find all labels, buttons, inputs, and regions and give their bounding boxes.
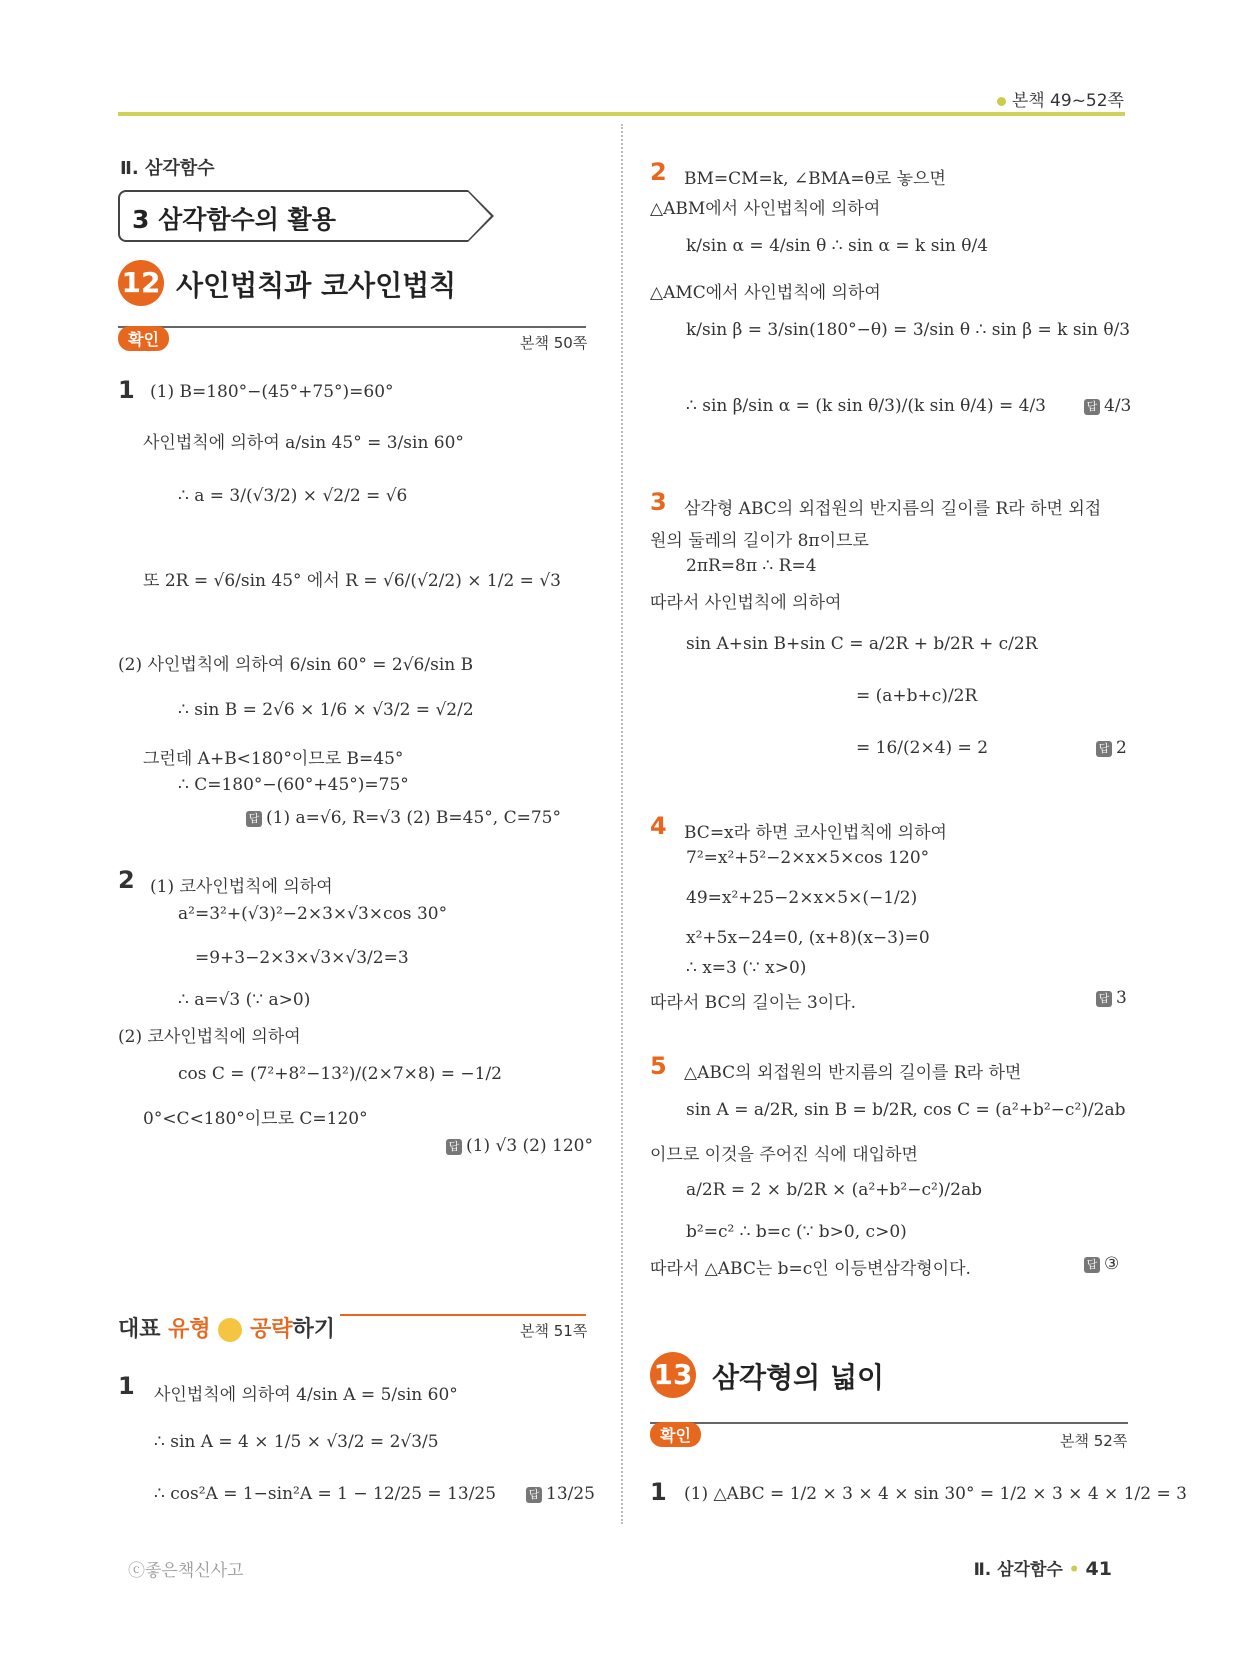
answer-line xyxy=(1084,396,1131,416)
unit-label: Ⅱ. 삼각함수 xyxy=(120,158,215,179)
solution-line: ∴ a = 3/(√3/2) × √2/2 = √6 xyxy=(178,486,408,506)
bullet-dot-icon xyxy=(997,97,1006,106)
section-title-13: 삼각형의 넓이 xyxy=(712,1361,885,1394)
answer-line xyxy=(446,1136,593,1156)
section-number-12: 12 xyxy=(118,260,164,306)
solution-line: BM=CM=k, ∠BMA=θ로 놓으면 xyxy=(684,169,946,189)
footer-chapter xyxy=(974,1555,1112,1580)
problem-number: 1 xyxy=(118,1372,135,1400)
header-ref-text: 본책 49~52쪽 xyxy=(1011,91,1124,111)
solution-line: k/sin α = 4/sin θ ∴ sin α = k sin θ/4 xyxy=(686,236,989,256)
answer-line xyxy=(1096,738,1127,758)
solution-line: 7²=x²+5²−2×x×5×cos 120° xyxy=(686,848,930,868)
answer-badge-icon: 답 xyxy=(1084,1257,1100,1273)
solution-line: (1) B=180°−(45°+75°)=60° xyxy=(150,382,394,402)
solution-line: 원의 둘레의 길이가 8π이므로 xyxy=(650,531,869,551)
solution-line: 또 2R = √6/sin 45° 에서 R = √6/(√2/2) × 1/2 = √3 xyxy=(143,571,561,591)
solution-line: sin A+sin B+sin C = a/2R + b/2R + c/2R xyxy=(686,634,1038,654)
solution-line: ∴ sin B = 2√6 × 1/6 × √3/2 = √2/2 xyxy=(178,700,474,720)
solution-line: ∴ C=180°−(60°+45°)=75° xyxy=(178,775,409,795)
solution-line: 0°<C<180°이므로 C=120° xyxy=(143,1109,368,1129)
problem-number: 1 xyxy=(650,1478,667,1506)
solution-line: 그런데 A+B<180°이므로 B=45° xyxy=(143,749,404,769)
solution-line: (1) △ABC = 1/2 × 3 × 4 × sin 30° = 1/2 × 3 × 4 × 1/2 = 3 xyxy=(684,1484,1187,1504)
answer-line xyxy=(1084,1254,1119,1274)
footer-chapter-text: Ⅱ. 삼각함수 xyxy=(973,1560,1063,1580)
answer-badge-icon: 답 xyxy=(526,1487,542,1503)
problem-number: 2 xyxy=(118,866,135,894)
solution-line: ∴ x=3 (∵ x>0) xyxy=(686,958,807,978)
answer-badge-icon: 답 xyxy=(446,1139,462,1155)
answer-line xyxy=(246,808,561,828)
typo-title-b: 유형 xyxy=(168,1317,211,1342)
answer-badge-icon: 답 xyxy=(1084,399,1100,415)
answer-text: (1) a=√6, R=√3 (2) B=45°, C=75° xyxy=(266,808,561,828)
chapter-box xyxy=(118,190,468,242)
solution-line: k/sin β = 3/sin(180°−θ) = 3/sin θ ∴ sin β = k sin θ/3 xyxy=(686,320,1131,340)
problem-number: 4 xyxy=(650,812,667,840)
solution-line: =9+3−2×3×√3×√3/2=3 xyxy=(195,948,409,968)
answer-text: (1) √3 (2) 120° xyxy=(466,1136,593,1156)
answer-line xyxy=(1096,988,1127,1008)
header-page-ref xyxy=(997,86,1124,111)
mascot-icon xyxy=(218,1318,242,1342)
typo-title-c: 공략 xyxy=(250,1317,293,1342)
problem-number: 5 xyxy=(650,1052,667,1080)
answer-text: 2 xyxy=(1116,738,1127,758)
solution-line: ∴ a=√3 (∵ a>0) xyxy=(178,990,311,1010)
answer-badge-icon: 답 xyxy=(246,811,262,827)
solution-line: a/2R = 2 × b/2R × (a²+b²−c²)/2ab xyxy=(686,1180,982,1200)
solution-line: x²+5x−24=0, (x+8)(x−3)=0 xyxy=(686,928,930,948)
answer-text: 13/25 xyxy=(546,1484,595,1504)
solution-line: (1) 코사인법칙에 의하여 xyxy=(150,877,333,897)
solution-line: (2) 코사인법칙에 의하여 xyxy=(118,1027,301,1047)
solution-line: 이므로 이것을 주어진 식에 대입하면 xyxy=(650,1145,918,1165)
solution-line: b²=c² ∴ b=c (∵ b>0, c>0) xyxy=(686,1222,907,1242)
confirm-pill: 확인 xyxy=(650,1422,701,1447)
problem-number: 2 xyxy=(650,158,667,186)
section-rule xyxy=(650,1422,1128,1424)
section-title-12: 사인법칙과 코사인법칙 xyxy=(176,269,457,302)
solution-line: sin A = a/2R, sin B = b/2R, cos C = (a²+b²−c²)/2ab xyxy=(686,1100,1126,1120)
solution-line: BC=x라 하면 코사인법칙에 의하여 xyxy=(684,823,947,843)
answer-line xyxy=(526,1484,595,1504)
chapter-title: 3 삼각함수의 활용 xyxy=(132,205,336,234)
top-rule xyxy=(118,112,1125,116)
footer-dot-icon: • xyxy=(1068,1560,1080,1580)
solution-line: ∴ sin A = 4 × 1/5 × √3/2 = 2√3/5 xyxy=(154,1432,439,1452)
page-number: 41 xyxy=(1085,1558,1112,1580)
answer-badge-icon: 답 xyxy=(1096,991,1112,1007)
solution-line: ∴ cos²A = 1−sin²A = 1 − 12/25 = 13/25 xyxy=(154,1484,497,1504)
answer-text: ③ xyxy=(1104,1254,1120,1274)
section-ref-13: 본책 52쪽 xyxy=(1060,1432,1128,1450)
answer-text: 4/3 xyxy=(1104,396,1132,416)
solution-line: △AMC에서 사인법칙에 의하여 xyxy=(650,283,881,303)
section-number-13: 13 xyxy=(650,1352,696,1398)
solution-line: 49=x²+25−2×x×5×(−1/2) xyxy=(686,888,918,908)
solution-line: 사인법칙에 의하여 a/sin 45° = 3/sin 60° xyxy=(143,433,464,453)
solution-line: 2πR=8π ∴ R=4 xyxy=(686,556,817,576)
section-rule xyxy=(118,326,586,328)
problem-number: 1 xyxy=(118,376,135,404)
solution-line: 따라서 BC의 길이는 3이다. xyxy=(650,993,857,1013)
typo-title-a: 대표 xyxy=(118,1317,169,1342)
solution-line: △ABM에서 사인법칙에 의하여 xyxy=(650,199,881,219)
column-divider xyxy=(621,124,623,1524)
solution-line: △ABC의 외접원의 반지름의 길이를 R라 하면 xyxy=(684,1063,1022,1083)
solution-line: 사인법칙에 의하여 4/sin A = 5/sin 60° xyxy=(154,1385,458,1405)
typo-ref: 본책 51쪽 xyxy=(520,1322,588,1340)
solution-line: (2) 사인법칙에 의하여 6/sin 60° = 2√6/sin B xyxy=(118,655,474,675)
solution-line: ∴ sin β/sin α = (k sin θ/3)/(k sin θ/4) = 4/3 xyxy=(686,396,1046,416)
solution-line: 따라서 사인법칙에 의하여 xyxy=(650,593,842,613)
confirm-pill: 확인 xyxy=(118,326,169,351)
solution-line: cos C = (7²+8²−13²)/(2×7×8) = −1/2 xyxy=(178,1064,502,1084)
solution-line: a²=3²+(√3)²−2×3×√3×cos 30° xyxy=(178,904,448,924)
solution-line: = (a+b+c)/2R xyxy=(856,686,978,706)
typo-title xyxy=(118,1312,335,1343)
section-ref-12: 본책 50쪽 xyxy=(520,334,588,352)
answer-text: 3 xyxy=(1116,988,1127,1008)
copyright: ⓒ좋은책신사고 xyxy=(128,1561,244,1581)
answer-badge-icon: 답 xyxy=(1096,741,1112,757)
solution-line: 삼각형 ABC의 외접원의 반지름의 길이를 R라 하면 외접 xyxy=(684,499,1102,519)
solution-line: 따라서 △ABC는 b=c인 이등변삼각형이다. xyxy=(650,1259,971,1279)
problem-number: 3 xyxy=(650,488,667,516)
typo-title-d: 하기 xyxy=(292,1317,336,1342)
solution-line: = 16/(2×4) = 2 xyxy=(856,738,989,758)
typo-rule xyxy=(340,1314,586,1316)
